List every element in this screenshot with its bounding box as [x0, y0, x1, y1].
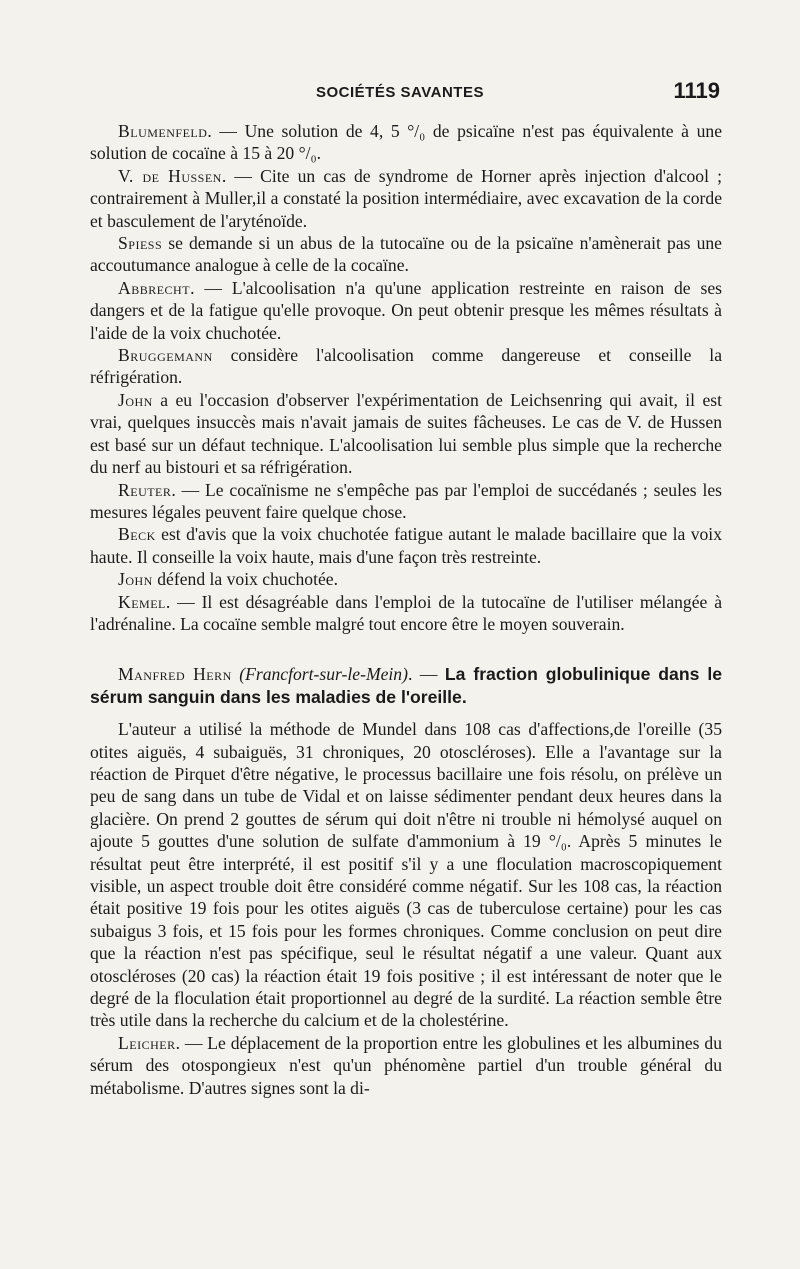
speaker-name: V. de Hussen	[118, 165, 222, 186]
speaker-name: Leicher	[118, 1032, 176, 1053]
paragraph	[90, 591, 722, 636]
paragraph	[90, 568, 722, 590]
paragraph-text: . — L'alcoolisation n'a qu'une application restreinte en raison de ses dangers et de la fatigue qu'elle provoque. On peut obtenir presque les mêmes résultats à l'aide de la voix chuchotée.	[90, 277, 722, 343]
paragraph-text: considère l'alcoolisation comme dangereuse et conseille la réfrigération.	[90, 345, 722, 388]
paragraph-text: L'auteur a utilisé la méthode de Mundel dans 108 cas d'affections,de l'oreille (35 otites aiguës, 4 subaiguës, 31 chroniques, 20 otoscléroses). Elle a l'avantage sur la réaction de Pirquet d'être négative, le processus bacillaire une fois résolu, on prélève un peu de sang dans un tube de Vidal et on laisse sédimenter pendant deux heures dans la glacière. On prend 2 gouttes de sérum qui doit n'être ni trouble ni hémolysé auquel on ajoute 5 gouttes d'une solution de sulfate d'ammonium à 19 °/₀. Après 5 minutes le résultat peut être interprété, il est positif s'il y a une floculation macroscopiquement visible, un aspect trouble doit être considéré comme négatif. Sur les 108 cas, la réaction était positive 19 fois pour les otites aiguës (3 cas de tuberculose certaine) pour les cas subaigus 3 fois, et 15 fois pour les formes chroniques. Comme conclusion on peut dire que la réaction n'est pas spécifique, seul le résultat négatif a une valeur. Quant aux otoscléroses (20 cas) la réaction était 19 fois positive ; il est intéressant de noter que le degré de la floculation était proportionnel au degré de la surdité. La réaction semble être très utile dans la recherche du calcium et de la cholestérine.	[90, 719, 722, 1031]
paragraph	[90, 1032, 722, 1099]
paragraph	[90, 120, 722, 165]
speaker-name: Reuter	[118, 479, 172, 500]
speaker-name: Abbrecht	[118, 277, 191, 298]
paragraph	[90, 718, 722, 1032]
running-title: SOCIÉTÉS SAVANTES	[316, 84, 484, 101]
paragraph	[90, 277, 722, 344]
speaker-name: Bruggemann	[118, 345, 213, 366]
speaker-name: Beck	[118, 524, 156, 545]
article-title: La fraction globulinique dans le sérum sanguin dans les maladies de l'oreille.	[90, 664, 722, 707]
article-author: Manfred Hern	[118, 664, 232, 685]
paragraph-text: . — Le déplacement de la proportion entre les globulines et les albumines du sérum des otospongieux n'est qu'un phénomène partiel d'un trouble général du métabolisme. D'autres signes sont la di-	[90, 1032, 722, 1098]
paragraph-text: . — Il est désagréable dans l'emploi de la tutocaïne de l'utiliser mélangée à l'adrénaline. La cocaïne semble malgré tout encore être le moyen souverain.	[90, 591, 722, 634]
paragraph	[90, 232, 722, 277]
paragraph-text: . — Cite un cas de syndrome de Horner après injection d'alcool ; contrairement à Muller,il a constaté la position intermédiaire, avec excavation de la corde et basculement de l'aryténoïde.	[90, 165, 723, 231]
article-place: (Francfort-sur-le-Mein)	[239, 664, 408, 685]
speaker-name: John	[118, 569, 153, 590]
paragraph	[90, 344, 722, 389]
paragraph	[90, 389, 722, 479]
paragraph	[90, 479, 722, 524]
speaker-name: Kemel	[118, 591, 166, 612]
paragraph-text: . — Le cocaïnisme ne s'empêche pas par l'emploi de succédanés ; seules les mesures légales peuvent faire quelque chose.	[90, 479, 722, 522]
paragraph-text: . — Une solution de 4, 5 °/₀ de psicaïne n'est pas équivalente à une solution de cocaïne à 15 à 20 °/₀.	[90, 121, 722, 164]
article-section	[90, 718, 722, 1099]
paragraph-text: se demande si un abus de la tutocaïne ou de la psicaïne n'amènerait pas une accoutumance analogue à celle de la cocaïne.	[90, 233, 722, 276]
paragraph	[90, 523, 722, 568]
article-heading	[90, 663, 722, 708]
running-header	[0, 78, 800, 108]
page-number: 1119	[673, 78, 720, 103]
paragraph-text: défend la voix chuchotée.	[152, 569, 339, 590]
article-body	[90, 120, 722, 1099]
article-dash: . —	[407, 664, 438, 685]
paragraph-text: est d'avis que la voix chuchotée fatigue autant le malade bacillaire que la voix haute. Il conseille la voix haute, mais d'une façon très restreinte.	[90, 524, 722, 567]
discussion-section	[90, 120, 722, 635]
paragraph	[90, 165, 722, 232]
paragraph-text: a eu l'occasion d'observer l'expérimentation de Leichsenring qui avait, il est vrai, quelques insuccès mais n'avait jamais de suites fâcheuses. Le cas de V. de Hussen est basé sur un défaut technique. L'alcoolisation lui semble plus simple que la recherche du nerf au bistouri et sa réfrigération.	[90, 389, 722, 478]
speaker-name: John	[118, 389, 153, 410]
speaker-name: Spiess	[118, 233, 163, 254]
speaker-name: Blumenfeld	[118, 121, 208, 141]
